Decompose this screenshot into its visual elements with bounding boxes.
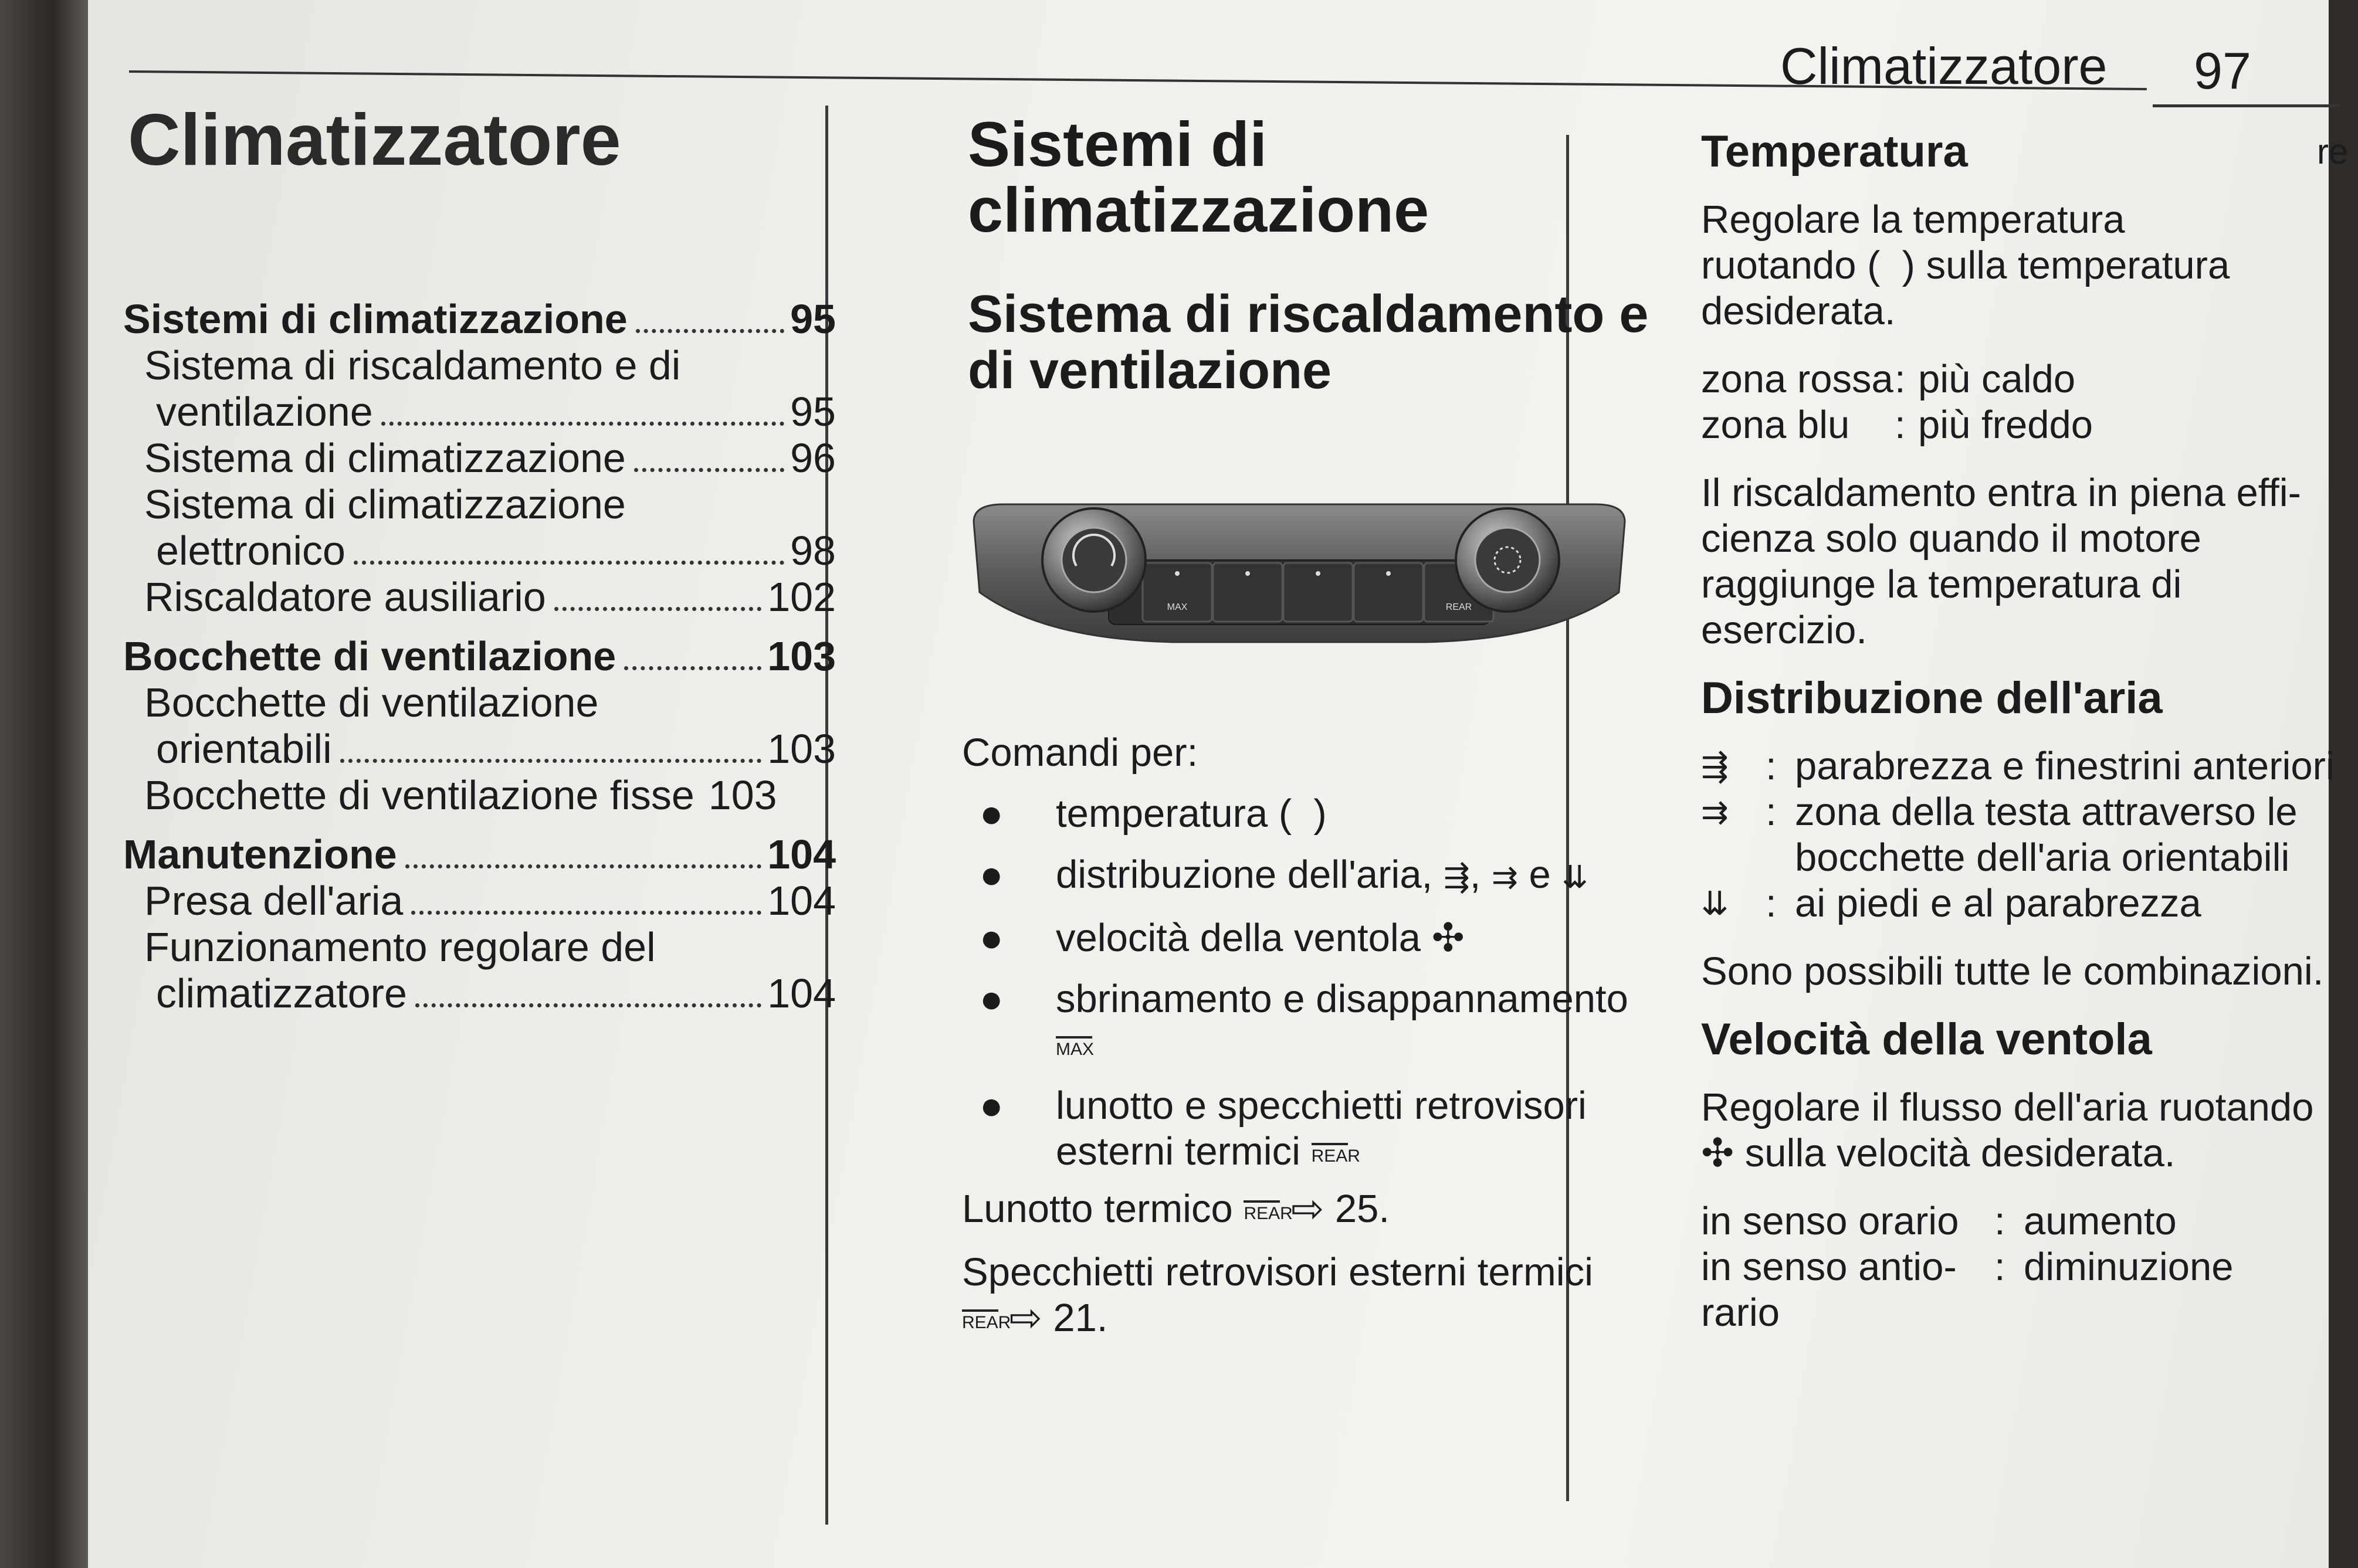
fan-icon: ✣ [1431,916,1465,960]
mirror-heater-icon: REAR [962,1309,998,1332]
chapter-title: Climatizzatore [128,100,621,181]
toc-page: 103 [708,772,777,818]
paragraph [1701,197,2358,334]
zone-value: più freddo [1918,403,2093,447]
manual-page [88,0,2349,1568]
list-item: ● distribuzione dell'aria, ⇶, ⇉ e ⇊ [962,852,1631,900]
list-item: ● velocità della ventola ✣ [980,916,1465,960]
page-reference[interactable]: 21. [1053,1296,1108,1340]
list-item: ● temperatura ( ) [980,792,1327,836]
toc-label: orientabili [156,726,332,772]
separator: : [1895,357,1906,401]
toc-page: 103 [767,633,836,679]
toc-entry-continuation[interactable] [123,726,836,772]
page-number: 97 [2194,42,2251,100]
footwell-airflow-icon: ⇊ [1701,885,1729,922]
running-title: Climatizzatore [1780,37,2108,95]
separator: : [1766,744,1777,788]
toc-page: 98 [790,528,836,573]
mirrors-reference [962,1250,1631,1341]
subsection-heading-line: Sistema di riscaldamento e [968,285,1649,344]
toc-label: Sistemi di climatizzazione [123,296,628,342]
toc-label: Sistema di climatizzazione [144,481,626,527]
zone-value: più caldo [1918,357,2076,401]
paragraph-text: desiderata. [1701,289,1896,333]
paragraph-text: sulla temperatura [1926,243,2230,287]
footwell-airflow-icon: ⇊ [1561,860,1588,895]
rear-window-reference [962,1186,1631,1232]
windscreen-airflow-icon: ⇶ [1443,860,1470,895]
toc-entry[interactable] [123,296,836,342]
toc-page: 96 [790,435,836,481]
fan-direction-table [1701,1199,2358,1336]
toc-label: Presa dell'aria [144,878,404,924]
toc-entry[interactable] [123,342,836,389]
paragraph-text: cienza solo quando il motore [1701,517,2201,561]
reference-text: Lunotto termico [962,1187,1233,1231]
toc-label: Riscaldatore ausiliario [144,574,546,620]
head-airflow-icon: ⇉ [1701,793,1729,830]
paragraph-text: Regolare la temperatura [1701,198,2125,242]
section-heading [968,108,1672,245]
toc-label: Bocchette di ventilazione fisse [144,772,694,818]
paragraph: Sono possibili tutte le combinazioni. [1701,949,2324,993]
toc-entry[interactable] [123,435,836,481]
separator: : [1994,1245,2005,1289]
paragraph-text: Regolare il flusso dell'aria ruotando [1701,1085,2314,1129]
controls-intro: Comandi per: [962,731,1198,775]
reference-text: Specchietti retrovisori esterni termici [962,1250,1594,1294]
toc-entry-continuation[interactable] [123,389,836,435]
subsection-heading [968,286,1672,399]
separator: : [1994,1199,2005,1243]
distribution-text: ai piedi e al parabrezza [1795,881,2201,925]
toc-entry[interactable] [123,680,836,726]
bullet-text: temperatura [1056,792,1268,836]
fan-direction-value: diminuzione [2024,1245,2234,1289]
bullet-text: lunotto e specchietti retrovisori [1056,1084,1587,1128]
paragraph-text: raggiunge la temperatura di esercizio. [1701,562,2182,652]
toc-label: climatizzatore [156,970,407,1016]
zone-key: zona blu [1701,403,1850,447]
bullet-text: distribuzione dell'aria, [1056,853,1433,897]
paragraph-text: sulla velocità desiderata. [1744,1131,2176,1175]
fan-speed-heading: Velocità della ventola [1701,1014,2152,1064]
toc-label: ventilazione [156,389,373,435]
temperature-zones [1701,357,2358,448]
panel-rear-label: REAR [1445,602,1472,612]
partial-cut-text: re [2317,132,2349,171]
distribution-text: zona della testa attraverso le [1795,790,2298,834]
right-column [1701,129,2358,1336]
paragraph [1701,1085,2358,1176]
fan-direction-key: in senso orario [1701,1199,1959,1243]
toc-page: 95 [790,296,836,342]
bullet-text: sbrinamento e disappannamento [1056,977,1628,1021]
toc-page: 104 [767,970,836,1016]
book-binding [0,0,88,1568]
bullet-joiner: e [1529,853,1551,897]
toc-page: 102 [767,574,836,620]
defrost-max-icon: MAX [1056,1036,1092,1058]
fan-icon: ✣ [1701,1131,1734,1175]
windscreen-airflow-icon: ⇶ [1701,748,1729,785]
head-airflow-icon: ⇉ [1491,860,1518,895]
page-reference-arrow-icon: ⇨ [1291,1187,1324,1231]
air-distribution-list [1701,744,2358,926]
toc-entry-continuation[interactable] [123,528,836,574]
toc-entry[interactable] [123,878,836,924]
page-number-rule [2153,104,2340,107]
page-reference-arrow-icon: ⇨ [1009,1296,1042,1340]
rear-window-heater-icon: REAR [1244,1200,1280,1223]
toc-entry[interactable] [123,481,836,528]
toc-entry[interactable] [123,831,836,878]
separator: : [1766,881,1777,925]
section-heading-line: Sistemi di [968,108,1268,179]
toc-entry[interactable] [123,772,836,819]
toc-label: elettronico [156,528,345,573]
separator: : [1766,790,1777,834]
temperature-knob-icon: ( ) [1278,792,1327,836]
toc-label: Bocchette di ventilazione [123,633,616,679]
climate-control-panel-illustration [968,498,1631,663]
air-distribution-heading: Distribuzione dell'aria [1701,673,2163,723]
toc-label: Bocchette di ventilazione [144,680,599,725]
bullet-text: velocità della ventola [1056,916,1421,960]
fan-direction-key: rario [1701,1291,1780,1335]
toc-page: 104 [767,878,836,924]
section-heading-line: climatizzazione [968,174,1429,245]
distribution-text: parabrezza e finestrini anteriori [1795,744,2335,788]
toc-label: Funzionamento regolare del [144,924,656,970]
controls-description [962,730,1631,1341]
separator: : [1895,403,1906,447]
zone-key: zona rossa [1701,357,1893,401]
toc-label: Manutenzione [123,831,397,877]
table-of-contents [123,296,836,1017]
toc-entry[interactable] [123,924,836,970]
fan-direction-key: in senso antio- [1701,1245,1957,1289]
toc-label: Sistema di climatizzazione [144,435,626,481]
toc-page: 103 [767,726,836,772]
toc-page: 95 [790,389,836,435]
distribution-text: bocchette dell'aria orientabili [1795,836,2290,880]
list-item: ● sbrinamento e disappannamento MAX [980,977,1628,1060]
panel-max-label: MAX [1167,602,1188,612]
bullet-text: esterni termici [1056,1129,1300,1173]
toc-entry-continuation[interactable] [123,970,836,1017]
toc-page: 104 [767,831,836,877]
paragraph-text: Il riscaldamento entra in piena effi- [1701,471,2301,515]
list-item: ● lunotto e specchietti retrovisori esterni termici REAR [980,1084,1587,1173]
toc-entry[interactable] [123,574,836,620]
temperature-heading: Temperatura [1701,127,1968,177]
temperature-knob-icon: ( ) [1867,243,1915,287]
paragraph [1701,470,2358,653]
toc-label: Sistema di riscaldamento e di [144,342,681,388]
rear-window-heater-icon: REAR [1312,1143,1348,1165]
page-reference[interactable]: 25. [1334,1187,1390,1231]
paragraph-text: ruotando [1701,243,1856,287]
toc-entry[interactable] [123,633,836,680]
subsection-heading-line: di ventilazione [968,341,1332,400]
fan-direction-value: aumento [2024,1199,2177,1243]
